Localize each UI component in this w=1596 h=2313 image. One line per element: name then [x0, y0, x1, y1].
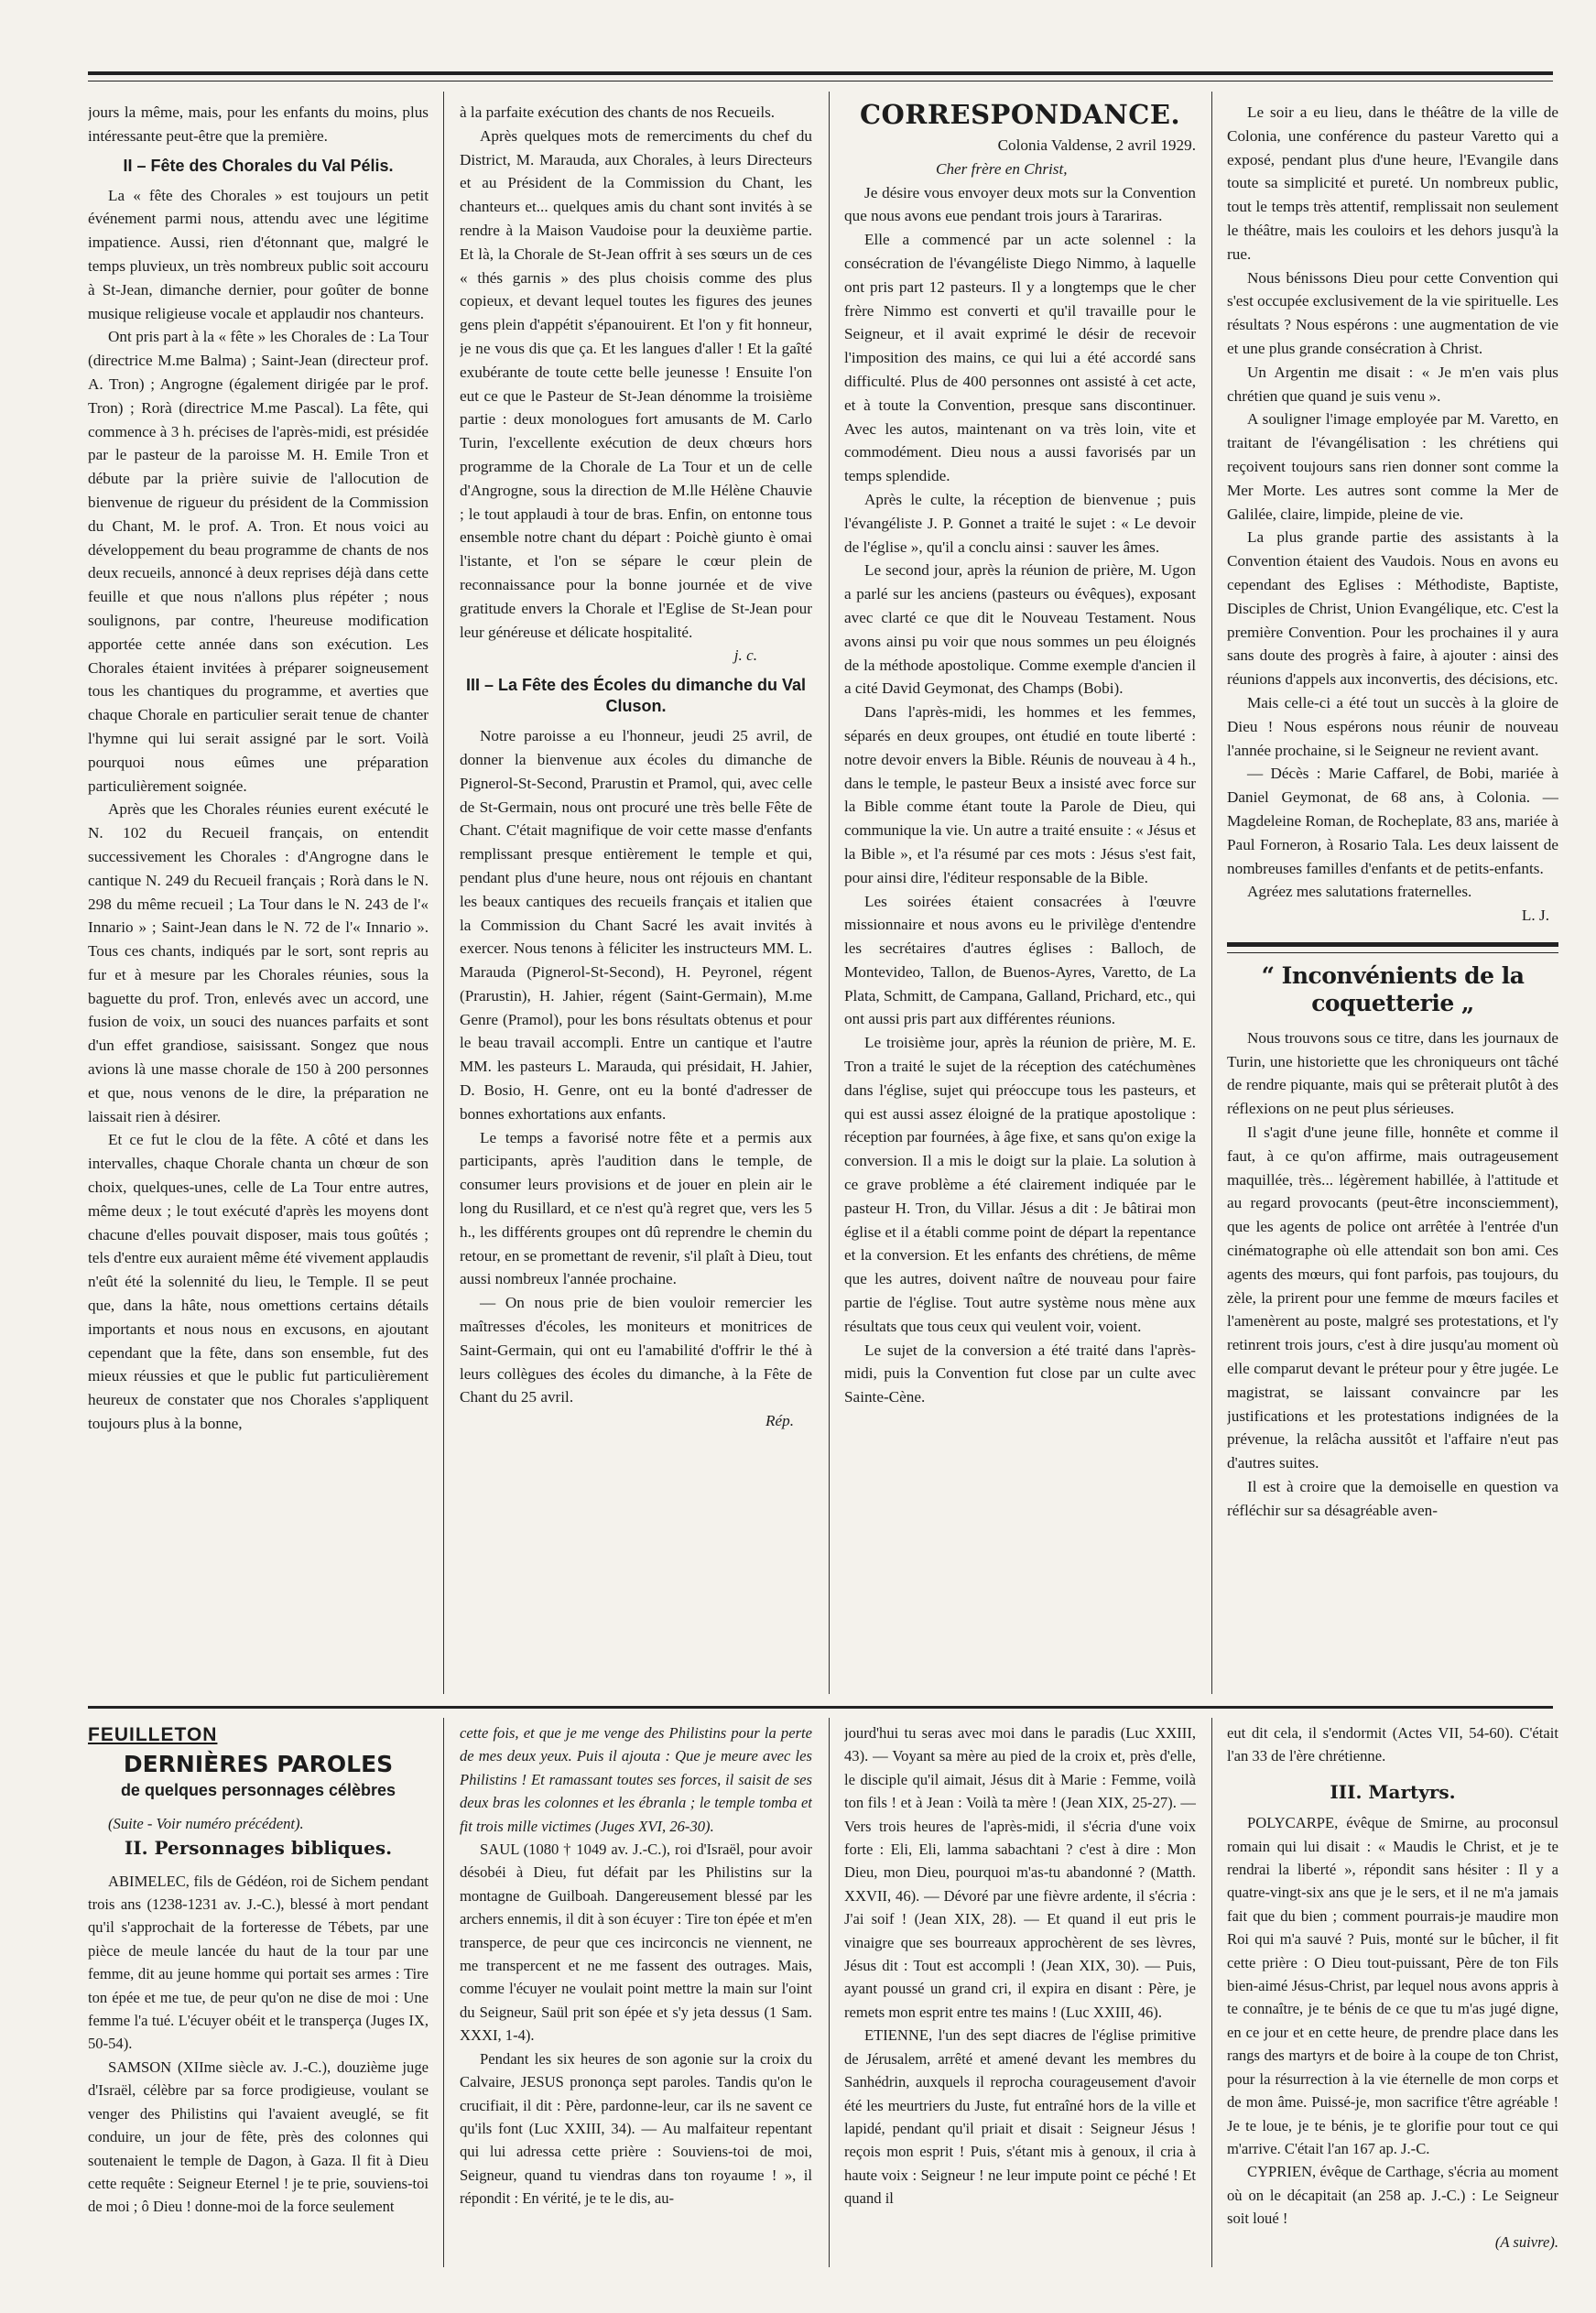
top-rule — [88, 71, 1553, 75]
article-paragraph: Nous bénissons Dieu pour cette Convention qui s'est occupée exclusivement de la vie spirituelle. Les résultats ? Nous espérons : une augmentation de vie et une plus grande consécration à Christ. — [1227, 268, 1558, 357]
article-paragraph: Les soirées étaient consacrées à l'œuvre missionnaire et nous avons eu le privilège d'entendre les secrétaires d'autres églises : Balloch, de Montevideo, Tallon, de Buenos-Ayres, Varetto, de La Plata, Schmitt, de Campana, Galland, Prichard, etc., qui ont aussi pris part aux différentes réunions. — [844, 892, 1196, 1028]
article-paragraph: Dans l'après-midi, les hommes et les femmes, séparés en deux groupes, ont étudié en toute liberté : notre devoir envers la Bible. Réunis de nouveau à 4 h., dans le temple, le pasteur Beux a insisté avec force sur la Bible comme étant toute la Parole de Dieu, qui communique la vie. Un autre a traité ensuite : « Jésus et la Bible », et l'a résumé par ces mots : Jésus s'est fait, pour ainsi dire, l'éditeur responsable de la Bible. — [844, 703, 1196, 886]
column-4 — [1227, 101, 1558, 1699]
feuilleton-label: FEUILLETON — [88, 1724, 218, 1745]
article-paragraph: Le temps a favorisé notre fête et a permis aux participants, après l'audition dans le temple, de consumer leurs provisions et de jouer en plein air le long du Rusillard, et ce n'est qu'à regret que, vers les 5 h., les différents groupes ont dû reprendre le chemin du retour, en se promettant de revenir, s'il plaît à Dieu, tout aussi nombreux l'année prochaine. — [460, 1128, 812, 1288]
article-paragraph: à la parfaite exécution des chants de nos Recueils. — [460, 103, 776, 121]
article-paragraph: Après que les Chorales réunies eurent exécuté le N. 102 du Recueil français, on entendit successivement les Chorales : d'Angrogne dans le cantique N. 249 du Recueil français ; Rorà dans le N. 298 du même recueil ; La Tour dans le N. 243 de l'« Innario » ; Saint-Jean dans le N. 72 de l'« Innario ». Tous ces chants, indiqués par le sort, sont repris au fur et à mesure par les Chorales réunies, sous la baguette du prof. Tron, enlevés avec un accord, une fusion de voix, un souci des nuances parfaits et sont d'un effet grandiose, saisissant. Songez que nous avions là une masse chorale de 150 à 200 personnes et que, nous venons de le dire, la préparation ne laissait rien à désirer. — [88, 800, 429, 1125]
article-paragraph: La plus grande partie des assistants à la Convention étaient des Vaudois. Nous en avons eu cependant des Eglises : Méthodiste, Baptiste, Disciples de Christ, Union Evangélique, etc. C'est la première Convention. Pour les prochaines il y aura sans doute des progrès à faire, à ajouter : ainsi des réunions d'appels aux inconvertis, des décisions, etc. — [1227, 528, 1558, 689]
column-divider — [1211, 92, 1212, 1694]
article-paragraph: A souligner l'image employée par M. Varetto, en traitant de l'évangélisation : les chrétiens qui reçoivent toujours sans rien donner sont comme la Mer Morte. Les autres sont comme la Mer de Galilée, claire, limpide, pleine de vie. — [1227, 410, 1558, 523]
article-paragraph: cette fois, et que je me venge des Philistins pour la perte de mes deux yeux. Puis il ajouta : Que je meure avec les Philistins ! Et ramassant toutes ses forces, il saisit de ses deux bras les colonnes et les ébranla ; le temple tomba et fit trois mille victimes (Juges XVI, 26-30). — [460, 1724, 812, 1835]
feuilleton-separator-rule — [88, 1706, 1553, 1709]
article-paragraph: CYPRIEN, évêque de Carthage, s'écria au moment où on le décapitait (an 258 ap. J.-C.) : Le Seigneur soit loué ! — [1227, 2163, 1558, 2228]
article-paragraph: Je désire vous envoyer deux mots sur la Convention que nous avons eue pendant trois jours à Tarariras. — [844, 183, 1196, 225]
signature: j. c. — [733, 646, 757, 665]
article-paragraph: Il s'agit d'une jeune fille, honnête et comme il faut, à ce qu'on affirme, mais outrageusement maquillée, très... légèrement habillée, à l'attitude et au regard provocants (peut-être inconsciemment), que les agents de police ont arrêtée à l'entrée d'un cinématographe où elle attendait son bon ami. Ces agents des mœurs, qui font parfois, pas toujours, du zèle, la prirent pour une femme de mœurs faciles et l'amenèrent au poste, malgré ses protestations, et l'y retinrent trois jours, c'est à dire jusqu'au moment où elle comparut devant le préteur pour y être jugée. Le magistrat, se laissant convaincre par les justifications et les protestations indignées de la prévenue, la relâcha aussitôt et l'affaire n'eut pas d'autres suites. — [1227, 1124, 1558, 1472]
article-paragraph: Après le culte, la réception de bienvenue ; puis l'évangéliste J. P. Gonnet a traité le sujet : « Le devoir de l'église », qu'il a conclu ainsi : sauver les âmes. — [844, 490, 1196, 556]
feuilleton-title: DERNIÈRES PAROLES — [123, 1751, 394, 1778]
article-paragraph: Le sujet de la conversion a été traité dans l'après-midi, puis la Convention fut close par un culte avec Sainte-Cène. — [844, 1341, 1196, 1406]
article-paragraph: Notre paroisse a eu l'honneur, jeudi 25 avril, de donner la bienvenue aux écoles du dimanche de Pignerol-St-Second, Prarustin et Pramol, qui, avec celle de St-Germain, nous ont procuré une très belle Fête de Chant. C'était magnifique de voir cette masse d'enfants remplissant presque entièrement le temple et qui, pendant plus d'une heure, nous ont réjouis en chantant les beaux cantiques des recueils français et italien que la Commission du Chant Sacré les avait invités à exercer. Nous tenons à féliciter les instructeurs MM. L. Marauda (Pignerol-St-Second), H. Peyronel, régent (Prarustin), H. Jahier, régent (Saint-Germain), M.me Genre (Pramol), pour les bons résultats obtenus et pour le beau travail accompli. Entre un cantique et l'autre MM. les pasteurs L. Marauda, qui présidait, H. Jahier, D. Bosio, H. Genre, ont eu la bonté d'adresser de bonnes exhortations aux enfants. — [460, 727, 812, 1123]
article-paragraph: La « fête des Chorales » est toujours un petit événement parmi nous, attendu avec une légitime impatience. Aussi, rien d'étonnant que, malgré le temps pluvieux, un très nombreux public soit accouru à St-Jean, dimanche dernier, pour goûter de bonne musique religieuse vocale et applaudir nos chanteurs. — [88, 186, 429, 322]
column-divider — [443, 1718, 444, 2267]
feuilleton-column-4 — [1227, 1721, 1558, 2271]
article-paragraph: Le soir a eu lieu, dans le théâtre de la ville de Colonia, une conférence du pasteur Varetto qui a exposé, pendant plus d'une heure, l'Evangile dans toute sa simplicité et pureté. Un nombreux public, tout le temps très attentif, remplissait non seulement le théâtre, mais les couloirs et les dehors jusqu'à la rue. — [1227, 103, 1558, 263]
article-paragraph: Un Argentin me disait : « Je m'en vais plus chrétien que quand je suis venu ». — [1227, 363, 1558, 405]
column-divider — [829, 1718, 830, 2267]
article-paragraph: — Décès : Marie Caffarel, de Bobi, mariée à Daniel Geymonat, de 68 ans, à Colonia. — Magdeleine Roman, de Rocheplate, 83 ans, mariée à Paul Forneron, à Rosario Tala. Les deux laissent de nombreuses familles d'enfants et de petits-enfants. — [1227, 765, 1558, 877]
column-divider — [443, 92, 444, 1694]
to-be-continued: (A suivre). — [1494, 2232, 1558, 2251]
article-paragraph: Le second jour, après la réunion de prière, M. Ugon a parlé sur les anciens (pasteurs ou évêques), exposant avec clarté ce que dit le Nouveau Testament. Nous avons ainsi pu voir que nous sommes un peu éloignés de la méthode apostolique. Comme exemple d'ancien il a cité David Geymonat, des Champs (Bobi). — [844, 561, 1196, 698]
section-heading-martyrs: III. Martyrs. — [1330, 1780, 1456, 1803]
article-paragraph: Pendant les six heures de son agonie sur la croix du Calvaire, JESUS prononça sept paroles. Tandis qu'on le crucifiait, il dit : Père, pardonne-leur, car ils ne savent ce qu'ils font (Luc XXIII, 34). — Au malfaiteur repentant qui lui adressa cette prière : Souviens-toi de moi, Seigneur, quand tu viendras dans ton royaume ! », il répondit : En vérité, je te le dis, au- — [460, 2049, 812, 2208]
article-paragraph: SAUL (1080 † 1049 av. J.-C.), roi d'Israël, pour avoir désobéi à Dieu, fut défait par les Philistins sur la montagne de Guilboah. Dangereusement blessé par les archers ennemis, il dit à son écuyer : Tire ton épée et m'en transperce, de peur que ces incirconcis ne viennent, ne me transpercent et ne me fassent des outrages. Mais, comme l'écuyer ne voulait point mettre la main sur l'oint du Seigneur, Saül prit son épée et s'y jeta dessus (1 Sam. XXXI, 1-4). — [460, 1841, 812, 2045]
article-paragraph: Elle a commencé par un acte solennel : la consécration de l'évangéliste Diego Nimmo, à laquelle ont pris part 12 pasteurs. Il y a longtemps que le cher frère Nimmo est converti et qu'il travaille pour le Seigneur, et il avait exprimé le désir de recevoir l'imposition des mains, ce qui lui a été accordé sans difficulté. Plus de 400 personnes ont assisté à cet acte, et à toute la Convention, presque sans discontinuer. Avec les autos, maintenant on va très loin, vite et commodément. Dieu nous a aussi favorisés par un temps splendide. — [844, 231, 1196, 485]
feuilleton-subtitle: de quelques personnages célèbres — [120, 1781, 396, 1800]
column-divider — [1211, 1718, 1212, 2267]
article-paragraph: ETIENNE, l'un des sept diacres de l'église primitive de Jérusalem, arrêté et amené devant les membres du Sanhédrin, auxquels il reprocha courageusement d'avoir été les meurtriers du Juste, fut entraîné hors de la ville et lapidé, pendant qu'il priait et disait : Seigneur Jésus ! reçois mon esprit ! Puis, s'étant mis à genoux, il cria à haute voix : Seigneur ! ne leur impute point ce péché ! Et quand il — [844, 2026, 1196, 2208]
article-rule — [1227, 942, 1558, 947]
article-paragraph: Il est à croire que la demoiselle en question va réfléchir sur sa désagréable aven- — [1227, 1478, 1558, 1519]
article-paragraph: POLYCARPE, évêque de Smirne, au proconsul romain qui lui disait : « Maudis le Christ, et je te rendrai la liberté », répondit sans hésiter : Il y a quatre-vingt-six ans que je le sers, et il ne m'a jamais fait que du bien ; comment pourrais-je maudire mon Roi qui m'a sauvé ? Puis, monté sur le bûcher, il fit cette prière : O Dieu tout-puissant, Père de ton Fils bien-aimé Jésus-Christ, par lequel nous avons appris à te connaître, je te bénis de ce que tu m'as jugé digne, en ce jour et en cette heure, de prendre place dans les rangs des martyrs et de boire à la coupe de ton Christ, pour la résurrection à la vie éternelle de mon corps et de mon âme. Puissé-je, mon sacrifice t'être agréable ! Je te loue, je te bénis, je te glorifie pour tout ce qui m'arrive. C'était l'an 167 ap. J.-C. — [1227, 1814, 1558, 2157]
article-paragraph: Mais celle-ci a été tout un succès à la gloire de Dieu ! Nous espérons nous réunir de nouveau l'année prochaine, si le Seigneur ne revient avant. — [1227, 693, 1558, 759]
article-paragraph: Ont pris part à la « fête » les Chorales de : La Tour (directrice M.me Balma) ; Saint-Jean (directeur prof. A. Tron) ; Angrogne (également dirigée par le prof. Tron) ; Rorà (directrice M.me Pascal). La fête, qui commence à 3 h. précises de l'après-midi, est présidée par le pasteur de la paroisse M. H. Emile Tron et débute par la prière suivie de l'allocution de bienvenue de rigueur du président de la Commission du Chant, M. le prof. A. Tron. Et nous voici au développement du beau programme de chants de nos deux recueils, annoncé à deux reprises déjà dans cette feuille et que nous n'allons plus répéter ; nous soulignons, par contre, l'heureuse modification apportée cette année dans son exécution. Les Chorales étaient invitées à préparer soigneusement tous les chantiques du programme, et averties que chaque Chorale en particulier serait tenue de chanter l'hymne qui lui serait assigné par le sort. Voilà pourquoi nous eûmes une préparation particulièrement soignée. — [88, 328, 429, 795]
column-divider — [829, 92, 830, 1694]
article-paragraph: Agréez mes salutations fraternelles. — [1247, 883, 1472, 901]
article-paragraph: Après quelques mots de remerciments du chef du District, M. Marauda, aux Chorales, à leurs Directeurs et au Président de la Commission du Chant, les chanteurs et... quelques amis du chant sont invités à se rendre à la Maison Vaudoise pour la deuxième partie. Et là, la Chorale de St-Jean offrit à ses sœurs un de ces « thés garnis » des plus choisis comme des plus copieux, et devant lequel toutes les figures des jeunes gens plein d'appétit s'épanouirent. Et l'on y fit honneur, je ne vous dis que ça. Et les langues d'aller ! Et la gaîté exubérante de toute cette belle jeunesse ! Ensuite l'on eut ce que le Pasteur de St-Jean dénomme la troisième partie : deux monologues fort amusants de M. Carlo Turin, l'excellente exécution de deux chœurs hors programme de la Chorale de La Tour et un de celle d'Angrogne, sous la direction de M.lle Hélène Chauvie ; le tout applaudi à tour de bras. Enfin, on entonne tous ensemble notre chant du départ : Poichè giunto è omai l'istante, et l'on se sépare le cœur plein de reconnaissance pour la bonne journée et de vive gratitude envers la Chorale et l'Eglise de St-Jean pour leur généreuse et délicate hospitalité. — [460, 126, 812, 641]
column-1 — [88, 101, 429, 1699]
article-paragraph: jourd'hui tu seras avec moi dans le paradis (Luc XXIII, 43). — Voyant sa mère au pied de la croix et, près d'elle, le disciple qu'il aimait, Jésus dit à Marie : Femme, voilà ton fils ! et à Jean : Voilà ta mère ! (Jean XIX, 25-27). — Vers trois heures de l'après-midi, il s'écria d'une voix forte : Eli, Eli, lamma sabachtani ? c'est à dire : Mon Dieu, mon Dieu, pourquoi m'as-tu abandonné ? (Matth. XXVII, 46). — Dévoré par une fièvre ardente, il s'écria : J'ai soif ! (Jean XIX, 28). — Et quand il eut pris le vinaigre que ses bourreaux approchèrent de ses lèvres, Jésus dit : Tout est accompli ! (Jean XIX, 30). — Puis, ayant poussé un grand cri, il expira en disant : Père, je remets mon esprit entre tes mains ! (Luc XXIII, 46). — [844, 1724, 1196, 2021]
column-3 — [844, 99, 1196, 1699]
correspondance-title: CORRESPONDANCE. — [859, 99, 1181, 130]
feuilleton-column-1 — [88, 1721, 429, 2271]
feuilleton-column-3 — [844, 1721, 1196, 2271]
dateline: Colonia Valdense, 2 avril 1929. — [997, 136, 1196, 154]
article-rule-thin — [1227, 952, 1558, 953]
signature: Rép. — [765, 1412, 794, 1430]
article-paragraph: — On nous prie de bien vouloir remercier les maîtresses d'écoles, les moniteurs et monitrices de Saint-Germain, qui ont eu l'amabilité d'offrir le thé à leurs collègues des écoles du dimanche, à la Fête de Chant du 25 avril. — [460, 1294, 812, 1406]
article-paragraph: eut dit cela, il s'endormit (Actes VII, 54-60). C'était l'an 33 de l'ère chrétienne. — [1227, 1724, 1558, 1765]
signature: L. J. — [1521, 907, 1549, 925]
article-paragraph: SAMSON (XIIme siècle av. J.-C.), douzième juge d'Israël, célèbre par sa force prodigieuse, voulant se venger des Philistins qui l'avaient aveuglé, se fit conduire, un jour de fête, près des colonnes qui soutenaient le temple de Dagon, à Gaza. Il fit à Dieu cette requête : Seigneur Eternel ! je te prie, souviens-toi de moi ; ô Dieu ! donne-moi de la force seulement — [88, 2058, 429, 2216]
article-paragraph: ABIMELEC, fils de Gédéon, roi de Sichem pendant trois ans (1238-1231 av. J.-C.), blessé à mort pendant qu'il s'approchait de la forteresse de Tébets, par une pièce de meule lancée du haut de la tour par une femme, dit au jeune homme qui portait ses armes : Tire ton épée et me tue, de peur qu'on ne dise de moi : Une femme l'a tué. L'écuyer obéit et le transperça (Juges IX, 50-54). — [88, 1872, 429, 2053]
column-2 — [460, 101, 812, 1699]
article-paragraph: Et ce fut le clou de la fête. A côté et dans les intervalles, chaque Chorale chanta un chœur de son choix, quelques-unes, celle de La Tour entre autres, même deux ; le tout exécuté d'après les moyens dont chacune d'elles pouvait disposer, mais tous goûtés ; tels d'entre eux auraient même été vivement applaudis n'eût été la solennité du lieu, le Temple. Il se peut que, dans la hâte, nous omettions certains détails importants et nous nous en excusons, en ajoutant cependant que la fête, dans son ensemble, fut des mieux réussies et que le public fut particulièrement heureux de constater que nos Chorales s'appliquent toujours plus à la bonne, — [88, 1131, 429, 1433]
article-paragraph: Nous trouvons sous ce titre, dans les journaux de Turin, une historiette que les chroniqueurs ont tâché de rendre piquante, mais qui se prêterait plutôt à des réflexions on ne peut plus sérieuses. — [1227, 1028, 1558, 1118]
feuilleton-continued-note: (Suite - Voir numéro précédent). — [108, 1814, 304, 1832]
article-paragraph: jours la même, mais, pour les enfants du moins, plus intéressante peut-être que la première. — [88, 103, 429, 145]
section-heading-ecoles: III – La Fête des Écoles du dimanche du Val Cluson. — [465, 676, 807, 716]
salutation: Cher frère en Christ, — [936, 159, 1068, 178]
coquetterie-title: “ Inconvénients de la coquetterie „ — [1261, 961, 1525, 1016]
section-heading-chorales: II – Fête des Chorales du Val Pélis. — [123, 156, 394, 175]
feuilleton-column-2 — [460, 1721, 812, 2271]
article-paragraph: Le troisième jour, après la réunion de prière, M. E. Tron a traité le sujet de la réception des catéchumènes dans l'église, sujet qui préoccupe tous les pasteurs, et qui est aussi assez éloigné de la pratique apostolique : réception par fournées, à âge fixe, et sans qu'on exige la conversion. Il a mis le doigt sur la plaie. La solution à ce grave problème a été clairement indiquée par le pasteur H. Tron, du Villar. Jésus a dit : Je bâtirai mon église et il a établi comme point de départ la repentance et la conversion. Et les enfants des chrétiens, de même que les autres, doivent naître de nouveau pour faire partie de l'église. Tout autre système nous mène aux résultats que tous ceux qui veulent voir, voient. — [844, 1034, 1196, 1335]
section-heading-bibliques: II. Personnages bibliques. — [124, 1837, 393, 1860]
